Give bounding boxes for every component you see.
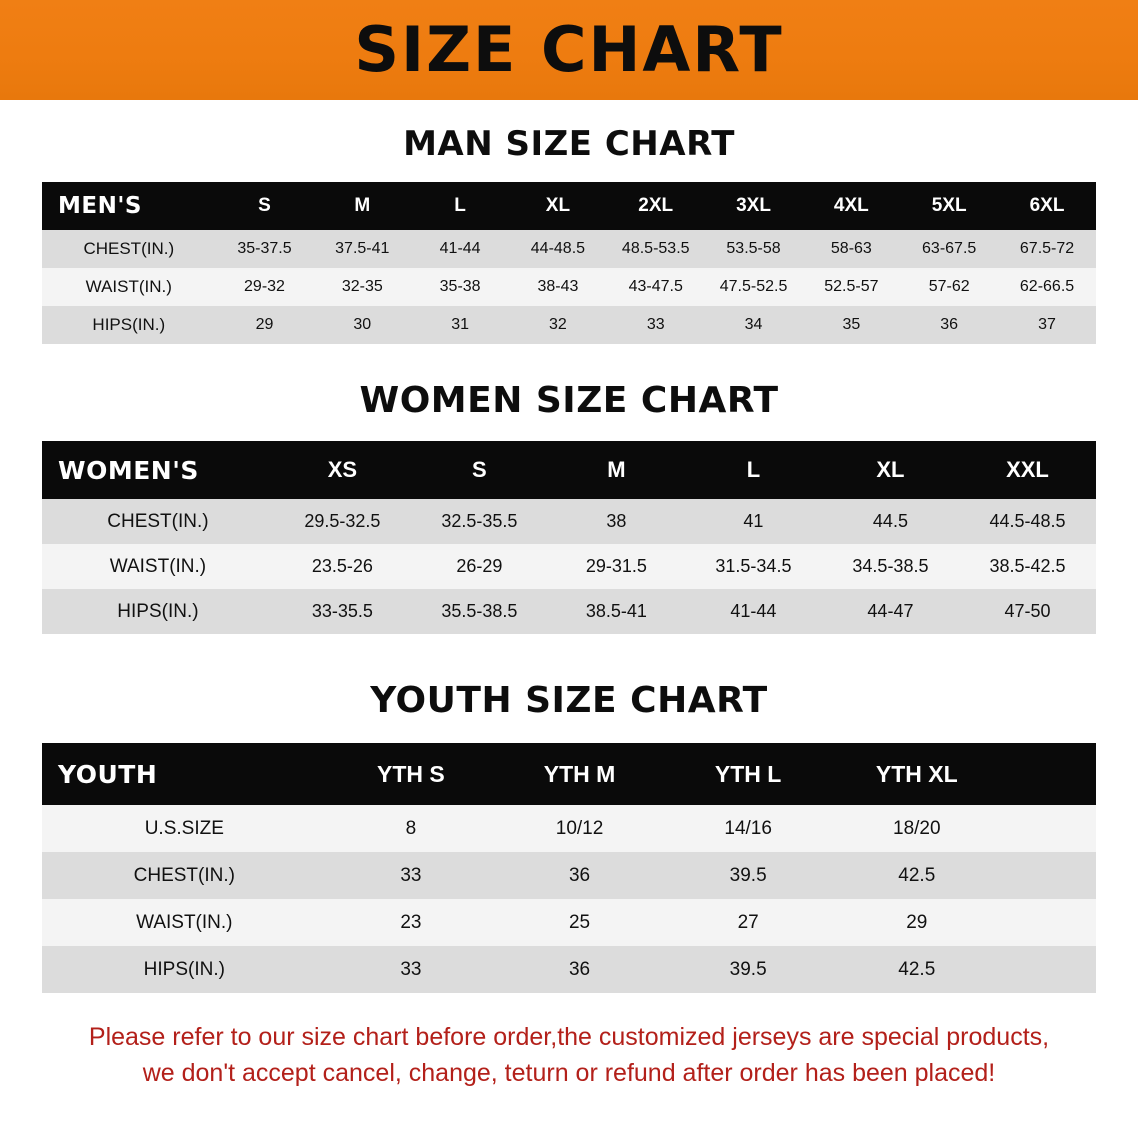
- table-cell: 10/12: [495, 805, 664, 852]
- row-label: U.S.SIZE: [42, 805, 327, 852]
- column-header: 4XL: [802, 182, 900, 230]
- table-cell: 38-43: [509, 268, 607, 306]
- table-cell: 29.5-32.5: [274, 499, 411, 544]
- man-section-heading: MAN SIZE CHART: [403, 124, 735, 164]
- table-cell: 29-31.5: [548, 544, 685, 589]
- policy-note-line-2: we don't accept cancel, change, teturn or refund after order has been placed!: [142, 1059, 996, 1088]
- table-cell: 32: [509, 306, 607, 344]
- column-header-spacer: [1001, 743, 1096, 805]
- table-cell-spacer: [1001, 852, 1096, 899]
- table-cell: 27: [664, 899, 833, 946]
- table-cell: 29: [832, 899, 1001, 946]
- table-row: [42, 230, 1096, 268]
- table-cell: 38.5-42.5: [959, 544, 1096, 589]
- table-cell: 67.5-72: [998, 230, 1096, 268]
- table-cell: 47-50: [959, 589, 1096, 634]
- table-cell: 35-37.5: [216, 230, 314, 268]
- table-cell: 35-38: [411, 268, 509, 306]
- man-table-wrap: [42, 182, 1096, 344]
- table-cell: 33: [327, 852, 496, 899]
- policy-note-line-1: Please refer to our size chart before order,the customized jerseys are special products,: [88, 1023, 1050, 1051]
- table-row: [42, 899, 1096, 946]
- table-cell: 23: [327, 899, 496, 946]
- table-cell: 18/20: [832, 805, 1001, 852]
- table-row: [42, 852, 1096, 899]
- column-header: L: [411, 182, 509, 230]
- man-size-table: [42, 182, 1096, 344]
- column-header: WOMEN'S: [42, 441, 274, 499]
- row-label: WAIST(IN.): [42, 544, 274, 589]
- table-cell: 38: [548, 499, 685, 544]
- table-cell: 31.5-34.5: [685, 544, 822, 589]
- table-cell-spacer: [1001, 805, 1096, 852]
- table-cell: 42.5: [832, 852, 1001, 899]
- policy-note: [40, 1019, 1098, 1092]
- table-cell: 43-47.5: [607, 268, 705, 306]
- youth-size-table: [42, 743, 1096, 993]
- row-label: CHEST(IN.): [42, 230, 216, 268]
- table-cell: 63-67.5: [900, 230, 998, 268]
- table-cell: 33: [327, 946, 496, 993]
- table-cell: 57-62: [900, 268, 998, 306]
- table-cell: 44-48.5: [509, 230, 607, 268]
- table-row: [42, 268, 1096, 306]
- table-cell: 32.5-35.5: [411, 499, 548, 544]
- table-cell: 58-63: [802, 230, 900, 268]
- table-row: [42, 946, 1096, 993]
- table-row: [42, 805, 1096, 852]
- column-header: L: [685, 441, 822, 499]
- table-cell: 39.5: [664, 946, 833, 993]
- row-label: WAIST(IN.): [42, 899, 327, 946]
- table-cell: 26-29: [411, 544, 548, 589]
- table-cell-spacer: [1001, 899, 1096, 946]
- column-header: M: [313, 182, 411, 230]
- column-header: XL: [509, 182, 607, 230]
- table-cell: 38.5-41: [548, 589, 685, 634]
- column-header: 5XL: [900, 182, 998, 230]
- banner: [0, 0, 1138, 100]
- table-cell: 25: [495, 899, 664, 946]
- table-cell: 29: [216, 306, 314, 344]
- table-cell: 41-44: [411, 230, 509, 268]
- column-header: YTH L: [664, 743, 833, 805]
- column-header: XL: [822, 441, 959, 499]
- youth-table-wrap: [42, 743, 1096, 993]
- table-cell: 33: [607, 306, 705, 344]
- women-section-heading: WOMEN SIZE CHART: [359, 380, 779, 421]
- page-title: SIZE CHART: [354, 13, 784, 86]
- table-cell: 37: [998, 306, 1096, 344]
- row-label: HIPS(IN.): [42, 589, 274, 634]
- column-header: XXL: [959, 441, 1096, 499]
- table-cell: 36: [900, 306, 998, 344]
- table-cell: 36: [495, 852, 664, 899]
- women-size-table: [42, 441, 1096, 634]
- column-header: S: [411, 441, 548, 499]
- column-header: XS: [274, 441, 411, 499]
- table-cell: 41-44: [685, 589, 822, 634]
- table-row: [42, 544, 1096, 589]
- column-header: YOUTH: [42, 743, 327, 805]
- table-cell: 30: [313, 306, 411, 344]
- table-cell: 32-35: [313, 268, 411, 306]
- column-header: 6XL: [998, 182, 1096, 230]
- women-table-wrap: [42, 441, 1096, 634]
- table-cell: 47.5-52.5: [705, 268, 803, 306]
- column-header: YTH XL: [832, 743, 1001, 805]
- table-cell: 31: [411, 306, 509, 344]
- table-cell: 36: [495, 946, 664, 993]
- table-cell: 33-35.5: [274, 589, 411, 634]
- table-cell: 53.5-58: [705, 230, 803, 268]
- table-header-row: [42, 182, 1096, 230]
- table-cell: 42.5: [832, 946, 1001, 993]
- column-header: S: [216, 182, 314, 230]
- table-cell: 44.5-48.5: [959, 499, 1096, 544]
- row-label: CHEST(IN.): [42, 852, 327, 899]
- column-header: YTH M: [495, 743, 664, 805]
- column-header: MEN'S: [42, 182, 216, 230]
- table-cell: 48.5-53.5: [607, 230, 705, 268]
- table-cell: 34.5-38.5: [822, 544, 959, 589]
- table-row: [42, 589, 1096, 634]
- table-cell: 35: [802, 306, 900, 344]
- youth-section-heading: YOUTH SIZE CHART: [370, 680, 768, 721]
- table-header-row: [42, 743, 1096, 805]
- table-cell-spacer: [1001, 946, 1096, 993]
- column-header: YTH S: [327, 743, 496, 805]
- column-header: 3XL: [705, 182, 803, 230]
- table-header-row: [42, 441, 1096, 499]
- table-cell: 44.5: [822, 499, 959, 544]
- row-label: HIPS(IN.): [42, 306, 216, 344]
- table-cell: 14/16: [664, 805, 833, 852]
- table-cell: 39.5: [664, 852, 833, 899]
- row-label: HIPS(IN.): [42, 946, 327, 993]
- table-cell: 37.5-41: [313, 230, 411, 268]
- table-cell: 41: [685, 499, 822, 544]
- table-row: [42, 306, 1096, 344]
- table-cell: 52.5-57: [802, 268, 900, 306]
- column-header: M: [548, 441, 685, 499]
- column-header: 2XL: [607, 182, 705, 230]
- table-cell: 44-47: [822, 589, 959, 634]
- table-cell: 23.5-26: [274, 544, 411, 589]
- table-cell: 62-66.5: [998, 268, 1096, 306]
- table-cell: 35.5-38.5: [411, 589, 548, 634]
- table-row: [42, 499, 1096, 544]
- row-label: CHEST(IN.): [42, 499, 274, 544]
- row-label: WAIST(IN.): [42, 268, 216, 306]
- table-cell: 29-32: [216, 268, 314, 306]
- table-cell: 34: [705, 306, 803, 344]
- table-cell: 8: [327, 805, 496, 852]
